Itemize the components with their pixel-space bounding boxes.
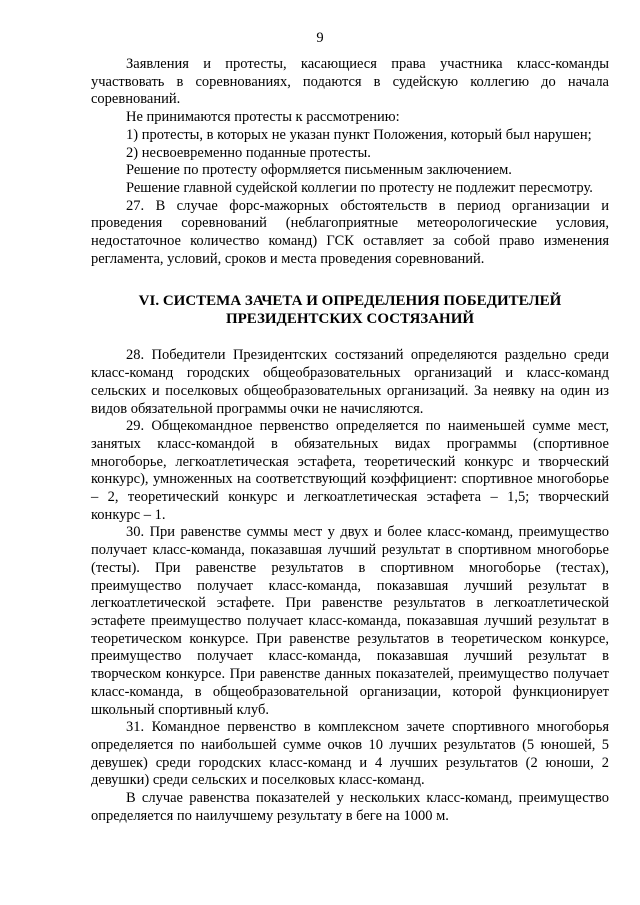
paragraph-protests-submission: Заявления и протесты, касающиеся права участника класс-команды участвовать в соревнованиях, подаются в судейскую коллегию до начала соревнований. — [91, 56, 609, 108]
paragraph-tie-break: В случае равенства показателей у нескольких класс-команд, преимущество определяется по наилучшему результату в беге на 1000 м. — [91, 790, 609, 824]
paragraph-clause-31: 31. Командное первенство в комплексном зачете спортивного многоборья определяется по наибольшей сумме очков 10 лучших результатов (5 юношей, 5 девушек) среди городских класс-команд и 4 лучших результатов (2 юноши, 2 девушки) среди сельских и поселковых класс-команд. — [91, 719, 609, 789]
paragraph-protest-decision: Решение по протесту оформляется письменным заключением. — [126, 162, 512, 179]
list-item-protest-1: 1) протесты, в которых не указан пункт Положения, который был нарушен; — [126, 126, 592, 143]
paragraph-clause-27: 27. В случае форс-мажорных обстоятельств в период организации и проведения соревнований (неблагоприятные метеорологические условия, недостаточное количество команд) ГСК оставляет за собой право изменения регламента, условий, сроков и места проведения соревнований. — [91, 197, 609, 267]
paragraph-clause-29: 29. Общекомандное первенство определяется по наименьшей сумме мест, занятых класс-командой в обязательных видах программы (спортивное многоборье, легкоатлетическая эстафета, теоретический конкурс и творческий конкурс), умноженных на соответствующий коэффициент: спортивное многоборье – 2, теоретический конкурс и легкоатлетическая эстафета – 1,5; творческий конкурс – 1. — [91, 418, 609, 523]
section-heading-line-1: VI. СИСТЕМА ЗАЧЕТА И ОПРЕДЕЛЕНИЯ ПОБЕДИТЕЛЕЙ — [138, 293, 562, 310]
paragraph-protests-not-accepted: Не принимаются протесты к рассмотрению: — [126, 109, 400, 126]
document-body — [91, 56, 609, 825]
list-item-protest-2: 2) несвоевременно поданные протесты. — [126, 144, 371, 161]
section-heading — [91, 292, 609, 328]
page-number: 9 — [316, 30, 324, 46]
paragraph-gsk-decision: Решение главной судейской коллегии по протесту не подлежит пересмотру. — [126, 179, 593, 196]
paragraph-clause-30: 30. При равенстве суммы мест у двух и более класс-команд, преимущество получает класс-команда, показавшая лучший результат в спортивном многоборье (тесты). При равенстве результатов в спортивном многоборье (тестах), преимущество получает класс-команда, показавшая лучший результат в легкоатлетической эстафете. При равенстве результатов в легкоатлетической эстафете преимущество получает класс-команда, показавшая лучший результат в теоретическом конкурсе. При равенстве результатов в теоретическом конкурсе, преимущество получает класс-команда, показавшая лучший результат в творческом конкурсе. При равенстве данных показателей, преимущество получает класс-команда, в общеобразовательной организации, которой функционирует школьный спортивный клуб. — [91, 524, 609, 718]
section-heading-line-2: ПРЕЗИДЕНТСКИХ СОСТЯЗАНИЙ — [225, 311, 475, 328]
paragraph-clause-28: 28. Победители Президентских состязаний определяются раздельно среди класс-команд городских общеобразовательных организаций и класс-команд сельских и поселковых общеобразовательных организаций. За неявку на один из видов обязательной программы очки не начисляются. — [91, 347, 609, 417]
